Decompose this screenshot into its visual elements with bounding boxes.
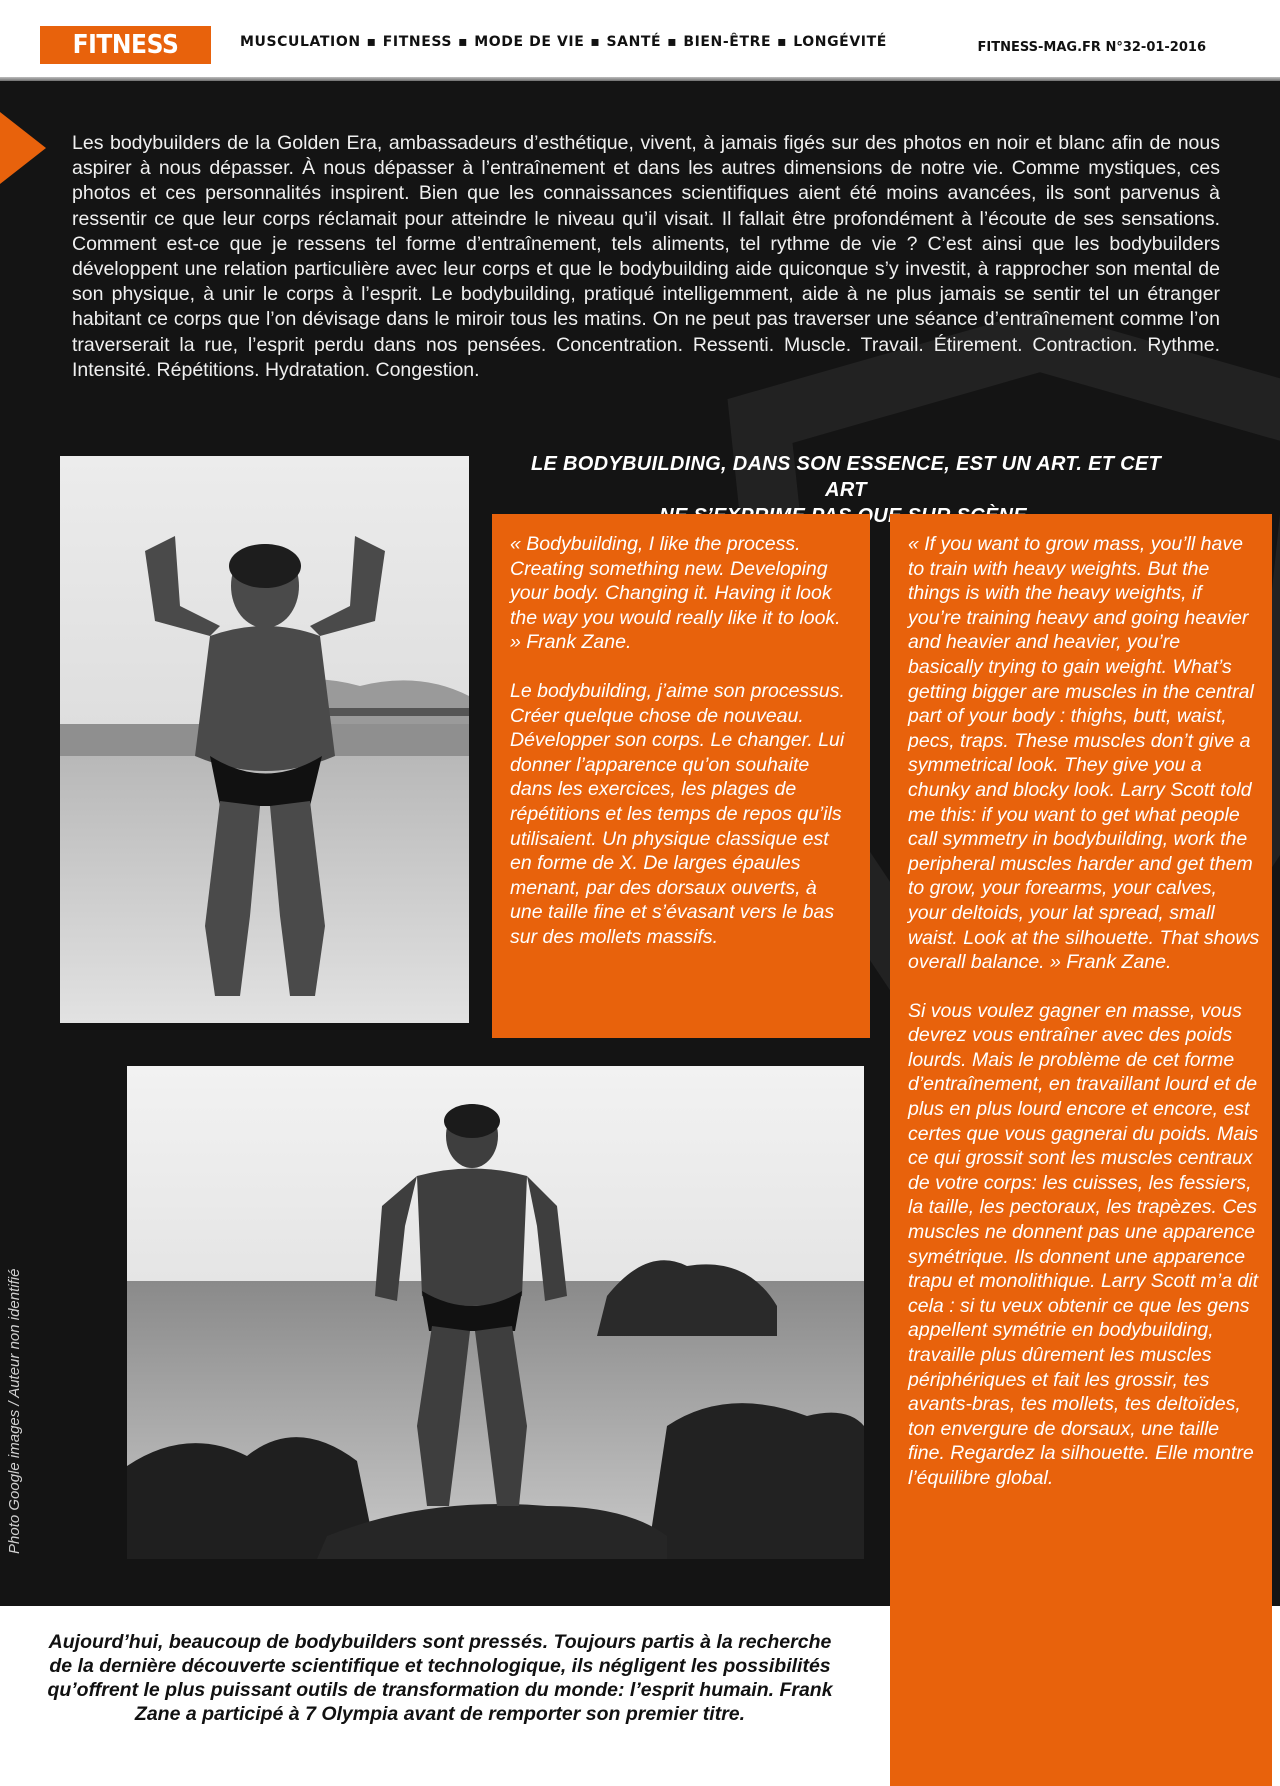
- issue-number: FITNESS-MAG.FR N°32-01-2016: [977, 40, 1206, 55]
- quote-french-translation: Si vous voulez gagner en masse, vous devrez vous entraîner avec des poids lourds. Mais le problème de cet forme d’entraînement, en travaillant lourd et de plus en plus lourd encore et encore, est certes que vous gagnerai du poids. Mais ce qui grossit sont les muscles centraux de votre corps: les cuisses, les fessiers, la taille, les pectoraux, les trapèzes. Ces muscles ne donnent pas une apparence symétrique. Ils donnent une apparence trapu et monolithique. Larry Scott m’a dit cela : si tu veux obtenir ce que les gens appellent symétrie en bodybuilding, travaille plus dûrement les muscles périphériques et fait les grossir, tes avants-bras, tes mollets, tes deltoïdes, ton envergure de dorsaux, une taille fine. Regardez la silhouette. Elle montre l’équilibre global.: [908, 999, 1259, 1489]
- nav-item-mode-de-vie[interactable]: MODE DE VIE: [474, 34, 585, 50]
- photo-image: [127, 1066, 864, 1559]
- photo-image: [60, 456, 469, 1023]
- nav-separator: ▪: [590, 34, 601, 50]
- magazine-logo[interactable]: FITNESS: [40, 26, 211, 64]
- nav-separator: ▪: [777, 34, 788, 50]
- section-nav: [240, 34, 887, 50]
- quote-box-symmetry: [890, 514, 1272, 1786]
- photo-credit-text: Photo Google images / Auteur non identifié: [6, 1268, 23, 1554]
- quote-english: « If you want to grow mass, you’ll have to train with heavy weights. But the things is with the heavy weights, if you’re training heavy and going heavier and heavier and heavier, you’re basically trying to gain weight. What’s getting bigger are muscles in the central part of your body : thighs, butt, waist, pecs, traps. These muscles don’t give a symmetrical look. They give you a chunky and blocky look. Larry Scott told me this: if you want to get what people call symmetry in bodybuilding, work the peripheral muscles harder and get them to grow, your forearms, your calves, your deltoids, your lat spread, small waist. Look at the silhouette. That shows overall balance. » Frank Zane.: [908, 533, 1260, 974]
- closing-paragraph: Aujourd’hui, beaucoup de bodybuilders sont pressés. Toujours partis à la recherche de la dernière découverte scientifique et technologique, ils négligent les possibilités qu’offrent le plus puissant outils de transformation du monde: l’esprit humain. Frank Zane a participé à 7 Olympia avant de remporter son premier titre.: [47, 1631, 833, 1725]
- photo-double-biceps: [60, 456, 469, 1023]
- page-header: [0, 0, 1280, 78]
- quote-french-translation: Le bodybuilding, j’aime son processus. Créer quelque chose de nouveau. Développer son corps. Le changer. Lui donner l’apparence qu’on souhaite dans les exercices, les plages de répétitions et les temps de repos qu’ils utilisaient. Un physique classique est en forme de X. De larges épaules menant, par des dorsaux ouverts, à une taille fine et s’évasant vers le bas sur des mollets massifs.: [510, 679, 845, 948]
- nav-item-fitness[interactable]: FITNESS: [382, 34, 453, 50]
- arrow-icon: [0, 112, 46, 184]
- nav-item-musculation[interactable]: MUSCULATION: [240, 34, 361, 50]
- pull-quote-line-2: QUE: [857, 505, 902, 527]
- nav-item-bien-etre[interactable]: BIEN-ÊTRE: [683, 34, 772, 50]
- quote-english: « Bodybuilding, I like the process. Creating something new. Developing your body. Changing it. Having it look the way you would really like it to look. » Frank Zane.: [510, 533, 841, 654]
- nav-separator: ▪: [667, 34, 678, 50]
- nav-item-sante[interactable]: SANTÉ: [606, 34, 662, 50]
- nav-item-longevite[interactable]: LONGÉVITÉ: [793, 34, 887, 50]
- photo-beach-rocks: [127, 1066, 864, 1559]
- pull-quote-line-1: LE BODYBUILDING, DANS SON ESSENCE, EST UN ART. ET CET ART: [530, 453, 1162, 501]
- nav-separator: ▪: [366, 34, 377, 50]
- intro-paragraph: Les bodybuilders de la Golden Era, ambassadeurs d’esthétique, vivent, à jamais figés sur des photos en noir et blanc afin de nous aspirer à nous dépasser. À nous dépasser à l’entraînement et dans les autres dimensions de notre vie. Comme mystiques, ces photos et ces personnalités inspirent. Bien que les connaissances scientifiques aient été moins avancées, ils sont parvenus à ressentir ce que leur corps réclamait pour atteindre le niveau qu’il visait. Il fallait être profondément à l’écoute de ses sensations. Comment est-ce que je ressens tel forme d’entraînement, tels aliments, tel rythme de vie ? C’est ainsi que les bodybuilders développent une relation particulière avec leur corps et que le bodybuilding aide quiconque s’y investit, à rapprocher son mental de son physique, à unir le corps à l’esprit. Le bodybuilding, pratiqué intelligemment, aide à ne plus jamais se sentir tel un étranger habitant ce corps que l’on dévisage dans le miroir tous les matins. On ne peut pas traverser une séance d’entraînement comme l’on traverserait la rue, l’esprit perdu dans nos pensées. Concentration. Ressenti. Muscle. Travail. Étirement. Contraction. Rythme. Intensité. Répétitions. Hydratation. Congestion.: [72, 132, 1220, 381]
- quote-box-process: [492, 514, 870, 1038]
- nav-separator: ▪: [458, 34, 469, 50]
